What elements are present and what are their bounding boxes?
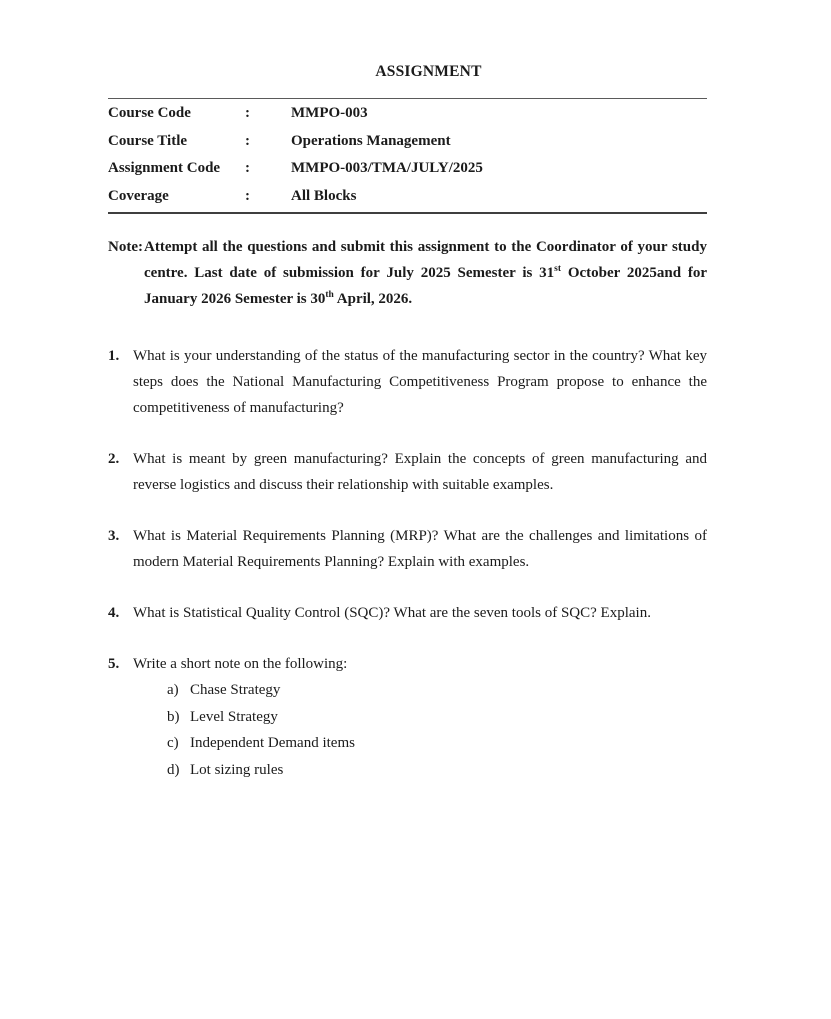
subitem-text: Chase Strategy <box>190 682 281 698</box>
ordinal-suffix: th <box>325 290 334 300</box>
separator-colon: : <box>245 187 250 204</box>
question-item-2 <box>108 446 707 498</box>
subitem-marker: b) <box>167 708 180 725</box>
subitem-c <box>133 730 707 757</box>
question-number: 2. <box>108 451 120 467</box>
question-item-1 <box>108 343 707 421</box>
subitem-marker: d) <box>167 761 180 778</box>
subitem-a <box>133 677 707 704</box>
question-text: What is meant by green manufacturing? Explain the concepts of green manufacturing and reverse logistics and discuss their relationship with suitable examples. <box>133 451 707 493</box>
assignment-code-label: Assignment Code <box>108 160 221 177</box>
separator-colon: : <box>245 105 250 122</box>
page-title: ASSIGNMENT <box>375 63 482 80</box>
table-row <box>108 155 707 183</box>
subitem-marker: c) <box>167 735 179 751</box>
assignment-code-value: MMPO-003/TMA/JULY/2025 <box>291 160 483 177</box>
course-code-value: MMPO-003 <box>291 105 368 122</box>
coverage-label: Coverage <box>108 187 169 204</box>
table-row <box>108 100 707 128</box>
question-number: 5. <box>108 656 120 672</box>
question-number: 3. <box>108 528 120 544</box>
ordinal-suffix: st <box>554 264 562 274</box>
note-text: Attempt all the questions and submit this assignment to the Coordinator of your study centre. Last date of submission for July 2025 Semester is 31 <box>144 239 707 281</box>
question-item-4 <box>108 600 707 626</box>
subitem-text: Lot sizing rules <box>190 761 284 778</box>
separator-colon: : <box>245 132 250 149</box>
coverage-value: All Blocks <box>291 187 357 204</box>
question-number: 1. <box>108 348 120 364</box>
question-text: What is Material Requirements Planning (MRP)? What are the challenges and limitations of modern Material Requirements Planning? Explain with examples. <box>133 528 707 570</box>
question-item-3 <box>108 523 707 575</box>
subitem-marker: a) <box>167 682 179 698</box>
document-page <box>108 0 707 808</box>
course-title-label: Course Title <box>108 132 188 149</box>
question-list <box>108 343 707 783</box>
table-row <box>108 128 707 156</box>
subitem-text: Level Strategy <box>190 708 278 725</box>
question-item-5 <box>108 651 707 783</box>
question-text: What is Statistical Quality Control (SQC)? What are the seven tools of SQC? Explain. <box>133 605 651 621</box>
table-row <box>108 183 707 211</box>
subitem-list <box>133 677 707 783</box>
question-number: 4. <box>108 605 120 621</box>
subitem-text: Independent Demand items <box>190 735 355 751</box>
question-text: What is your understanding of the status of the manufacturing sector in the country? What key steps does the National Manufacturing Competitiveness Program propose to enhance the competitiveness of manufacturing? <box>133 348 707 416</box>
separator-colon: : <box>245 160 250 177</box>
note-text: October 2025and for January 2026 Semester is 30 <box>144 265 707 307</box>
subitem-b <box>133 704 707 731</box>
note-paragraph <box>108 234 707 312</box>
subitem-d <box>133 757 707 784</box>
note-label: Note: <box>108 239 143 255</box>
course-info-table <box>108 98 707 214</box>
course-title-value: Operations Management <box>291 132 451 149</box>
note-text: April, 2026. <box>333 291 413 307</box>
course-code-label: Course Code <box>108 105 191 122</box>
question-text: Write a short note on the following: <box>133 656 348 672</box>
